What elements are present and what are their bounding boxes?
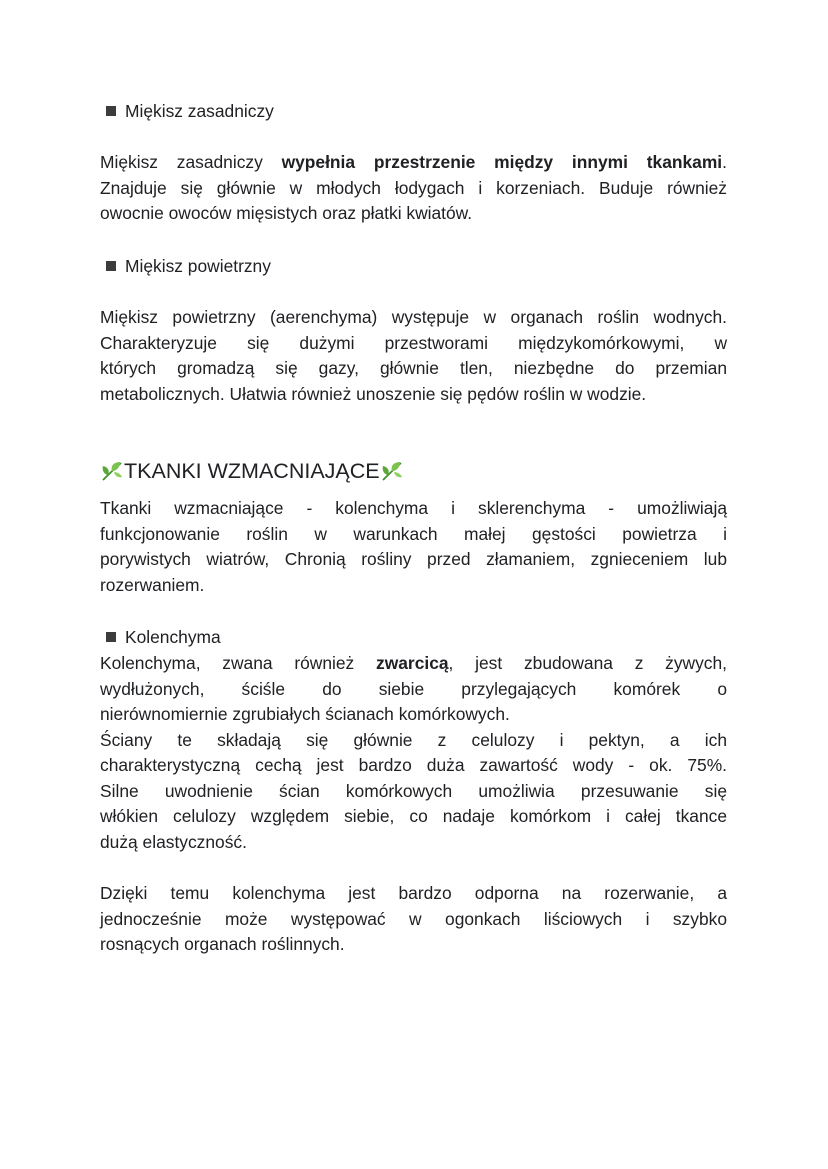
text: .: [722, 152, 727, 172]
text: Kolenchyma, zwana również: [100, 653, 377, 673]
bold-text: wypełnia przestrzenie między innymi tkankami: [281, 152, 723, 172]
herb-icon: [100, 460, 124, 482]
subheading-text: Miękisz powietrzny: [125, 256, 271, 276]
text-line: Znajduje się głównie w młodych łodygach i korzeniach. Buduje również: [100, 177, 727, 198]
text-line: nierównomiernie zgrubiałych ścianach komórkowych.: [100, 704, 510, 724]
paragraph-tkanki-wzmacniajace: [100, 496, 727, 598]
subheading-kolenchyma: [106, 625, 221, 649]
text-line: Miękisz powietrzny (aerenchyma) występuje w organach roślin wodnych.: [100, 307, 727, 327]
bold-text: zwarcicą: [376, 653, 449, 673]
paragraph-kolenchyma-odpornosc: [100, 881, 727, 958]
text-line: których gromadzą się gazy, głównie tlen, niezbędne do przemian: [100, 358, 727, 378]
text-line: charakterystyczną cechą jest bardzo duża zawartość wody - ok. 75%.: [100, 755, 727, 775]
text-line: owocnie owoców mięsistych oraz płatki kwiatów.: [100, 203, 473, 223]
text-line: włókien celulozy względem siebie, co nadaje komórkom i całej tkance: [100, 806, 727, 826]
text-line: porywistych wiatrów, Chronią rośliny przed złamaniem, zgnieceniem lub: [100, 549, 727, 569]
herb-icon: [380, 460, 404, 482]
text-line: Charakteryzuje się dużymi przestworami międzykomórkowymi, w: [100, 332, 727, 353]
subheading-miekisz-powietrzny: [106, 254, 271, 278]
section-title-tkanki-wzmacniajace: [100, 457, 404, 485]
text: Miękisz zasadniczy: [100, 152, 282, 172]
paragraph-miekisz-zasadniczy: [100, 150, 727, 227]
text-line: metabolicznych. Ułatwia również unoszenie się pędów roślin w wodzie.: [100, 383, 647, 404]
text-line: Silne uwodnienie ścian komórkowych umożliwia przesuwanie się: [100, 780, 727, 801]
paragraph-miekisz-powietrzny: [100, 305, 727, 407]
section-title-text: TKANKI WZMACNIAJĄCE: [124, 459, 380, 483]
subheading-text: Kolenchyma: [125, 627, 221, 647]
text-line: rozerwaniem.: [100, 574, 205, 595]
text-line: Ściany te składają się głównie z celulozy i pektyn, a ich: [100, 729, 727, 750]
text-line: Dzięki temu kolenchyma jest bardzo odporna na rozerwanie, a: [100, 883, 727, 903]
paragraph-kolenchyma: [100, 651, 727, 855]
text-line: rosnących organach roślinnych.: [100, 934, 345, 954]
subheading-miekisz-zasadniczy: [106, 99, 274, 123]
square-bullet-icon: [106, 632, 116, 642]
text-line: jednocześnie może występować w ogonkach liściowych i szybko: [100, 908, 727, 929]
text-line: funkcjonowanie roślin w warunkach małej gęstości powietrza i: [100, 523, 727, 544]
text-line: wydłużonych, ściśle do siebie przylegających komórek o: [100, 678, 727, 699]
square-bullet-icon: [106, 261, 116, 271]
text-line: dużą elastyczność.: [100, 831, 247, 852]
subheading-text: Miękisz zasadniczy: [125, 101, 274, 121]
text-line: Tkanki wzmacniające - kolenchyma i sklerenchyma - umożliwiają: [100, 498, 727, 518]
square-bullet-icon: [106, 106, 116, 116]
text: , jest zbudowana z żywych,: [448, 653, 727, 673]
